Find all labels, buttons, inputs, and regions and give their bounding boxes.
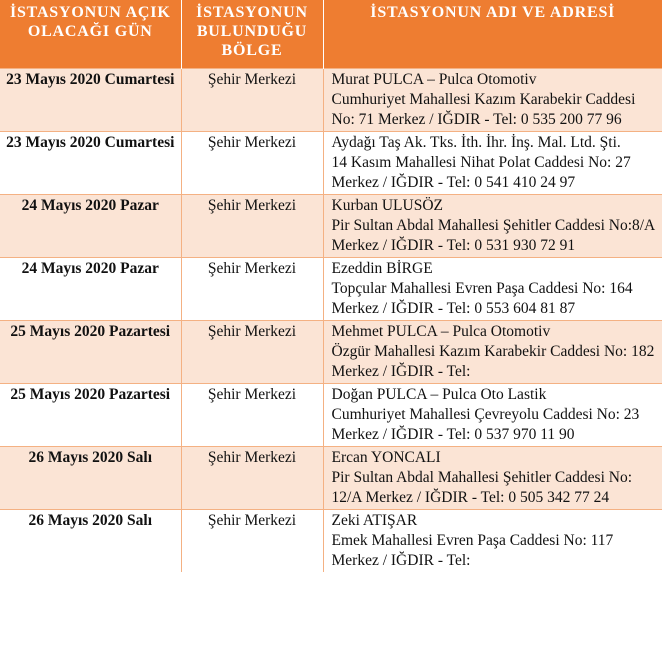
region-cell: Şehir Merkezi bbox=[181, 69, 323, 132]
region-cell: Şehir Merkezi bbox=[181, 258, 323, 321]
table-row bbox=[0, 510, 662, 573]
table-row bbox=[0, 132, 662, 195]
address-cell bbox=[323, 321, 662, 384]
station-name: Ezeddin BİRGE bbox=[331, 260, 433, 277]
address-cell bbox=[323, 69, 662, 132]
region-cell: Şehir Merkezi bbox=[181, 321, 323, 384]
region-cell: Şehir Merkezi bbox=[181, 510, 323, 573]
station-address: Pir Sultan Abdal Mahallesi Şehitler Caddesi No:8/A Merkez / IĞDIR - Tel: 0 531 930 72 91 bbox=[331, 217, 655, 254]
header-region: İSTASYONUN BULUNDUĞU BÖLGE bbox=[181, 0, 323, 69]
region-cell: Şehir Merkezi bbox=[181, 384, 323, 447]
station-address: Cumhuriyet Mahallesi Çevreyolu Caddesi No: 23 Merkez / IĞDIR - Tel: 0 537 970 11 90 bbox=[331, 406, 640, 443]
table-row bbox=[0, 258, 662, 321]
station-address: Özgür Mahallesi Kazım Karabekir Caddesi No: 182 Merkez / IĞDIR - Tel: bbox=[331, 343, 655, 380]
table-body bbox=[0, 69, 662, 573]
station-name: Kurban ULUSÖZ bbox=[331, 197, 443, 214]
table-row bbox=[0, 447, 662, 510]
table-header bbox=[0, 0, 662, 69]
address-cell bbox=[323, 384, 662, 447]
day-cell: 23 Mayıs 2020 Cumartesi bbox=[0, 69, 181, 132]
region-cell: Şehir Merkezi bbox=[181, 195, 323, 258]
day-cell: 23 Mayıs 2020 Cumartesi bbox=[0, 132, 181, 195]
station-address: Topçular Mahallesi Evren Paşa Caddesi No: 164 Merkez / IĞDIR - Tel: 0 553 604 81 87 bbox=[331, 280, 633, 317]
station-address: Cumhuriyet Mahallesi Kazım Karabekir Caddesi No: 71 Merkez / IĞDIR - Tel: 0 535 200 77 96 bbox=[331, 91, 636, 128]
station-name: Doğan PULCA – Pulca Oto Lastik bbox=[331, 386, 547, 403]
station-address: Pir Sultan Abdal Mahallesi Şehitler Caddesi No: 12/A Merkez / IĞDIR - Tel: 0 505 342 77 24 bbox=[331, 469, 632, 506]
region-cell: Şehir Merkezi bbox=[181, 132, 323, 195]
station-address: Emek Mahallesi Evren Paşa Caddesi No: 117 Merkez / IĞDIR - Tel: bbox=[331, 532, 614, 569]
header-name-address: İSTASYONUN ADI VE ADRESİ bbox=[323, 0, 662, 69]
day-cell: 25 Mayıs 2020 Pazartesi bbox=[0, 321, 181, 384]
station-name: Aydağı Taş Ak. Tks. İth. İhr. İnş. Mal. Ltd. Şti. bbox=[331, 134, 621, 151]
table-row bbox=[0, 321, 662, 384]
station-name: Ercan YONCALI bbox=[331, 449, 441, 466]
day-cell: 26 Mayıs 2020 Salı bbox=[0, 447, 181, 510]
station-address: 14 Kasım Mahallesi Nihat Polat Caddesi No: 27 Merkez / IĞDIR - Tel: 0 541 410 24 97 bbox=[331, 154, 631, 191]
region-cell: Şehir Merkezi bbox=[181, 447, 323, 510]
table-row bbox=[0, 69, 662, 132]
header-row bbox=[0, 0, 662, 69]
address-cell bbox=[323, 510, 662, 573]
day-cell: 25 Mayıs 2020 Pazartesi bbox=[0, 384, 181, 447]
station-name: Murat PULCA – Pulca Otomotiv bbox=[331, 71, 537, 88]
table-row bbox=[0, 195, 662, 258]
address-cell bbox=[323, 195, 662, 258]
table-row bbox=[0, 384, 662, 447]
station-name: Zeki ATIŞAR bbox=[331, 512, 418, 529]
day-cell: 26 Mayıs 2020 Salı bbox=[0, 510, 181, 573]
address-cell bbox=[323, 132, 662, 195]
day-cell: 24 Mayıs 2020 Pazar bbox=[0, 258, 181, 321]
address-cell bbox=[323, 447, 662, 510]
header-open-day: İSTASYONUN AÇIK OLACAĞI GÜN bbox=[0, 0, 181, 69]
station-name: Mehmet PULCA – Pulca Otomotiv bbox=[331, 323, 551, 340]
address-cell bbox=[323, 258, 662, 321]
day-cell: 24 Mayıs 2020 Pazar bbox=[0, 195, 181, 258]
